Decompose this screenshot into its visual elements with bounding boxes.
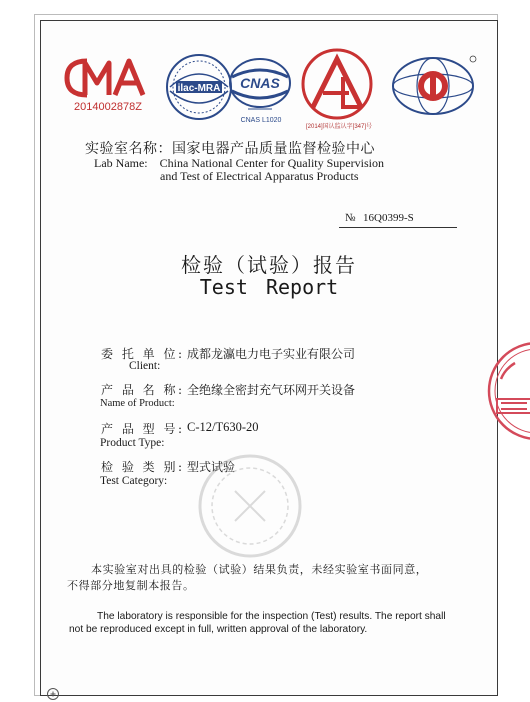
product-type-label-chinese: 产 品 型 号: (101, 422, 185, 436)
cal-approval-number: [2014]国认监认字[347]号 (305, 124, 373, 130)
test-category-label-chinese: 检 验 类 别: (101, 460, 185, 474)
client-value: 成都龙瀛电力电子实业有限公司 (187, 347, 356, 361)
lab-name-label: Lab Name: (94, 156, 148, 170)
product-name-label-chinese: 产 品 名 称: (101, 383, 185, 397)
embossed-seal (195, 451, 305, 561)
lab-name-english-line2: and Test of Electrical Apparatus Products (160, 169, 359, 183)
product-type-label-english: Product Type: (100, 437, 165, 449)
test-category-label-english: Test Category: (100, 475, 168, 487)
report-number-underline (339, 227, 457, 228)
product-name-label-english: Name of Product: (100, 398, 175, 409)
lab-name-value-line1: China National Center for Quality Supervision (159, 156, 384, 170)
report-title-chinese: 检验（试验）报告 (181, 253, 357, 277)
test-category-value: 型式试验 (187, 460, 236, 474)
cma-logo (63, 55, 149, 101)
corner-mark-icon (46, 687, 60, 701)
report-number-label: № (345, 212, 356, 224)
product-name-value: 全绝缘全密封充气环网开关设备 (187, 383, 356, 397)
client-label-chinese: 委 托 单 位: (101, 347, 185, 361)
report-number: 16Q0399-S (363, 212, 414, 224)
cnas-logo (226, 55, 294, 115)
cnas-accreditation-number: CNAS L1020 (240, 117, 282, 124)
ilac-mra-logo (162, 51, 236, 123)
report-title-english: Test Report (199, 275, 339, 299)
report-cover-page (40, 20, 498, 696)
cma-certificate-number: 2014002878Z (74, 101, 142, 113)
svg-text:ilac-MRA: ilac-MRA (177, 83, 221, 94)
lab-name-chinese: 实验室名称：国家电器产品质量监督检验中心 (85, 141, 375, 157)
svg-text:CNAS: CNAS (240, 75, 280, 91)
notice-english-line2: not be reproduced except in full, written approval of the laboratory. (69, 624, 368, 635)
product-type-value: C-12/T630-20 (187, 420, 259, 434)
cqc-logo (389, 55, 477, 117)
client-label-english: Client: (129, 360, 161, 372)
cal-logo (299, 47, 375, 121)
notice-chinese-line2: 不得部分地复制本报告。 (67, 579, 195, 592)
notice-chinese-line1: 本实验室对出具的检验（试验）结果负责，未经实验室书面同意， (91, 563, 428, 576)
red-stamp (485, 339, 530, 443)
notice-english-line1: The laboratory is responsible for the inspection (Test) results. The report shall (97, 611, 446, 622)
